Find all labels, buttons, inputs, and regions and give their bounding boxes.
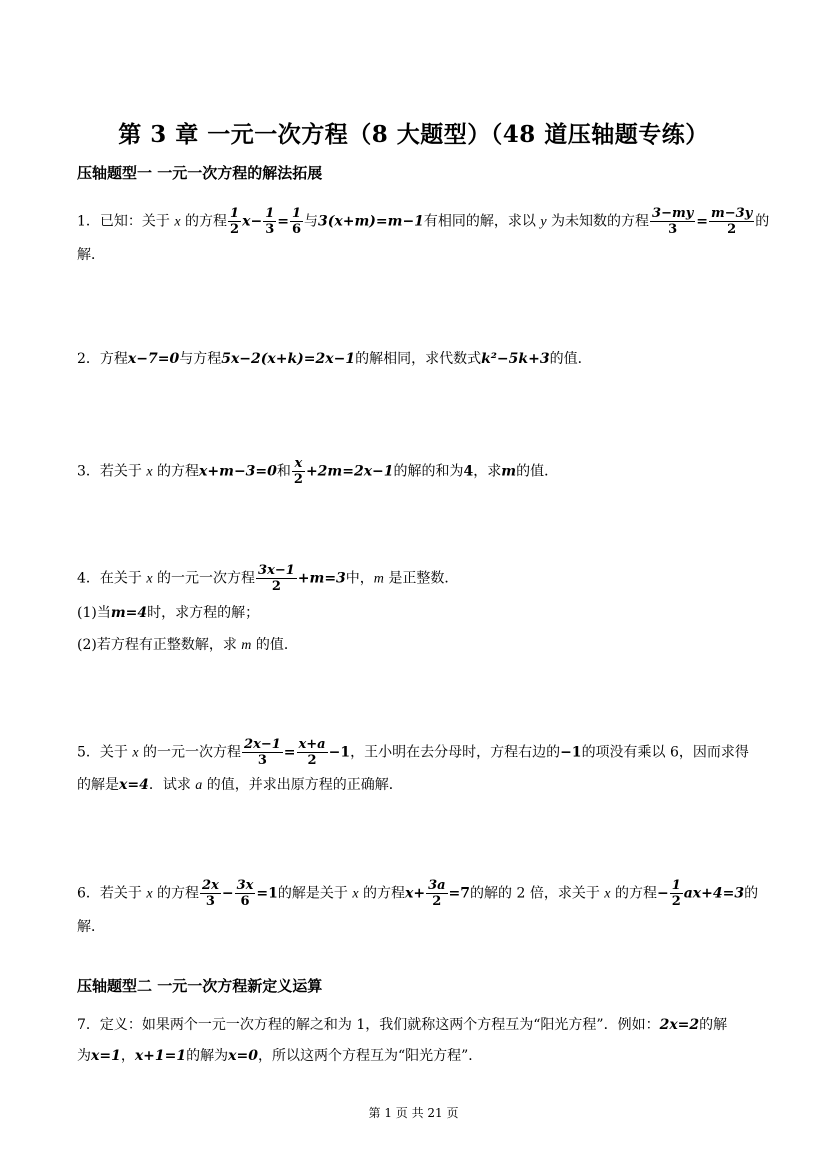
text: 与 — [304, 213, 319, 230]
value: −1 — [560, 744, 582, 761]
var-x: x — [174, 214, 181, 230]
text: 的方程 — [362, 885, 405, 902]
problem-7-cont — [77, 1046, 482, 1066]
equation: x=4 — [119, 777, 149, 793]
var-x: x — [146, 571, 153, 587]
text: 7．定义：如果两个一元一次方程的解之和为 1，我们就称这两个方程互为“阳光方程”．例如： — [77, 1017, 660, 1033]
text: 3．若关于 — [77, 463, 142, 480]
equation: x+1=1 — [134, 1048, 187, 1064]
var-x: x — [132, 745, 139, 761]
fraction: $\frac{x+a}{2}$ — [298, 737, 326, 768]
text: 的方程 — [157, 885, 200, 902]
var-x: x — [146, 886, 153, 902]
text: 2．方程 — [77, 351, 128, 367]
equation: 5x−2(x+k)=2x−1 — [221, 351, 356, 367]
var-x: x — [604, 886, 611, 902]
problem-1: 1．已知：关于 x 的方程 $\frac{1}{2}$ x− $\frac{1}{3}$ = $\frac{1}{6}$ 与3(x+m)=m−1有相同的解，求以 y 为未知数的方程 $\frac{3-my}{3}$ = $\frac{m-3y}{2}$ 的 — [77, 206, 770, 237]
text: 为 — [77, 1048, 91, 1064]
fraction: $\frac{3a}{2}$ — [428, 878, 446, 909]
text: 的方程 — [185, 213, 228, 230]
equation: =1 — [256, 885, 278, 902]
fraction: $\frac{1}{6}$ — [291, 206, 302, 237]
fraction: $\frac{3x}{6}$ — [236, 878, 254, 909]
fraction: $\frac{2x}{3}$ — [202, 878, 219, 909]
problem-5: 5．关于 x 的一元一次方程 $\frac{2x-1}{3}$ = $\frac{x+a}{2}$ −1，王小明在去分母时，方程右边的−1的项没有乘以 6，因而求得 — [77, 737, 749, 768]
problem-4-part-2 — [77, 635, 298, 656]
var-m: m — [501, 463, 517, 480]
text: 的解是关于 — [277, 885, 348, 902]
text: 的一元一次方程 — [143, 744, 242, 761]
expression: k²−5k+3 — [481, 351, 550, 367]
section-heading-2: 压轴题型二 一元一次方程新定义运算 — [77, 977, 323, 995]
equation: ax+4=3 — [683, 885, 745, 902]
equation: x−7=0 — [127, 351, 180, 367]
text: 的方程 — [614, 885, 657, 902]
equation: m=4 — [110, 605, 148, 621]
problem-7 — [77, 1015, 727, 1035]
text: 和 — [276, 463, 291, 480]
value: 4 — [463, 463, 474, 480]
fraction: $\frac{1}{2}$ — [230, 206, 240, 237]
text: 时，求方程的解； — [147, 605, 260, 621]
expression: −1 — [328, 744, 351, 761]
text: 的一元一次方程 — [157, 570, 256, 587]
equation: x+ — [404, 885, 426, 902]
fraction: $\frac{1}{2}$ — [671, 878, 681, 909]
text: ， — [120, 1048, 135, 1064]
text: 的值，并求出原方程的正确解． — [206, 777, 403, 793]
var-x: x — [352, 886, 359, 902]
text: 中， — [345, 570, 374, 587]
var-y: y — [540, 214, 547, 230]
text: 的解是 — [77, 777, 119, 793]
section-heading-1: 压轴题型一 一元一次方程的解法拓展 — [77, 164, 323, 182]
text: 的 — [744, 885, 759, 902]
equation: x+m−3=0 — [199, 463, 277, 480]
var-m: m — [241, 638, 252, 653]
equation: x=0 — [228, 1048, 258, 1064]
fraction: $\frac{3x-1}{2}$ — [258, 563, 295, 594]
problem-6-cont: 解． — [77, 919, 105, 935]
text: 6．若关于 — [77, 885, 142, 902]
problem-5-cont — [77, 775, 403, 796]
text: 5．关于 — [77, 744, 128, 761]
text: 的 — [755, 213, 770, 230]
text: 为未知数的方程 — [551, 213, 650, 230]
fraction: $\frac{1}{3}$ — [265, 206, 275, 237]
text: 的值． — [516, 463, 559, 480]
text: 4．在关于 — [77, 570, 142, 587]
fraction: $\frac{2x-1}{3}$ — [244, 737, 281, 768]
text: 的值． — [255, 637, 298, 653]
text: 的解相同，求代数式 — [355, 351, 482, 367]
equation: +2m=2x−1 — [305, 463, 394, 480]
text: 的解 — [699, 1017, 728, 1033]
problem-6: 6．若关于 x 的方程 $\frac{2x}{3}$ − $\frac{3x}{6}$ =1的解是关于 x 的方程x+ $\frac{3a}{2}$ =7的解的 2 倍，求关于 x 的方程− $\frac{1}{2}$ ax+4=3的 — [77, 878, 759, 909]
text: ，所以这两个方程互为“阳光方程”． — [257, 1048, 483, 1064]
fraction: $\frac{3-my}{3}$ — [652, 206, 694, 237]
text: 的项没有乘以 6，因而求得 — [581, 744, 749, 761]
equation: x=1 — [91, 1048, 121, 1064]
problem-4-part-1 — [77, 603, 259, 623]
text: (1)当 — [77, 605, 111, 621]
text: 的解为 — [186, 1048, 229, 1064]
page-title: 第 3 章 一元一次方程（8 大题型）（48 道压轴题专练） — [118, 121, 709, 148]
text: 的方程 — [157, 463, 200, 480]
equation: =7 — [448, 885, 471, 902]
text: (2)若方程有正整数解，求 — [77, 637, 237, 653]
text: 有相同的解，求以 — [423, 213, 536, 230]
text: ．试求 — [148, 777, 191, 793]
text: ，王小明在去分母时，方程右边的 — [350, 744, 561, 761]
fraction: $\frac{x}{2}$ — [293, 456, 303, 487]
equation: +m=3 — [297, 570, 346, 587]
fraction: $\frac{m-3y}{2}$ — [711, 206, 753, 237]
text: ，求 — [473, 463, 502, 480]
var: x — [242, 213, 251, 230]
equation: 2x=2 — [659, 1017, 700, 1033]
var-a: a — [195, 778, 203, 793]
problem-3 — [77, 456, 558, 487]
text: 与方程 — [179, 351, 222, 367]
problem-4 — [77, 563, 458, 594]
page-footer: 第 1 页 共 21 页 — [368, 1106, 459, 1120]
var-m: m — [373, 571, 384, 587]
text: 1．已知：关于 — [77, 213, 170, 230]
problem-1-cont: 解． — [77, 247, 105, 263]
text: 是正整数． — [388, 570, 459, 587]
text: 的解的 2 倍，求关于 — [470, 885, 600, 902]
var-x: x — [146, 464, 153, 480]
problem-2 — [77, 349, 592, 369]
text: 的解的和为 — [393, 463, 464, 480]
equation: 3(x+m)=m−1 — [318, 213, 424, 230]
text: 的值． — [549, 351, 592, 367]
